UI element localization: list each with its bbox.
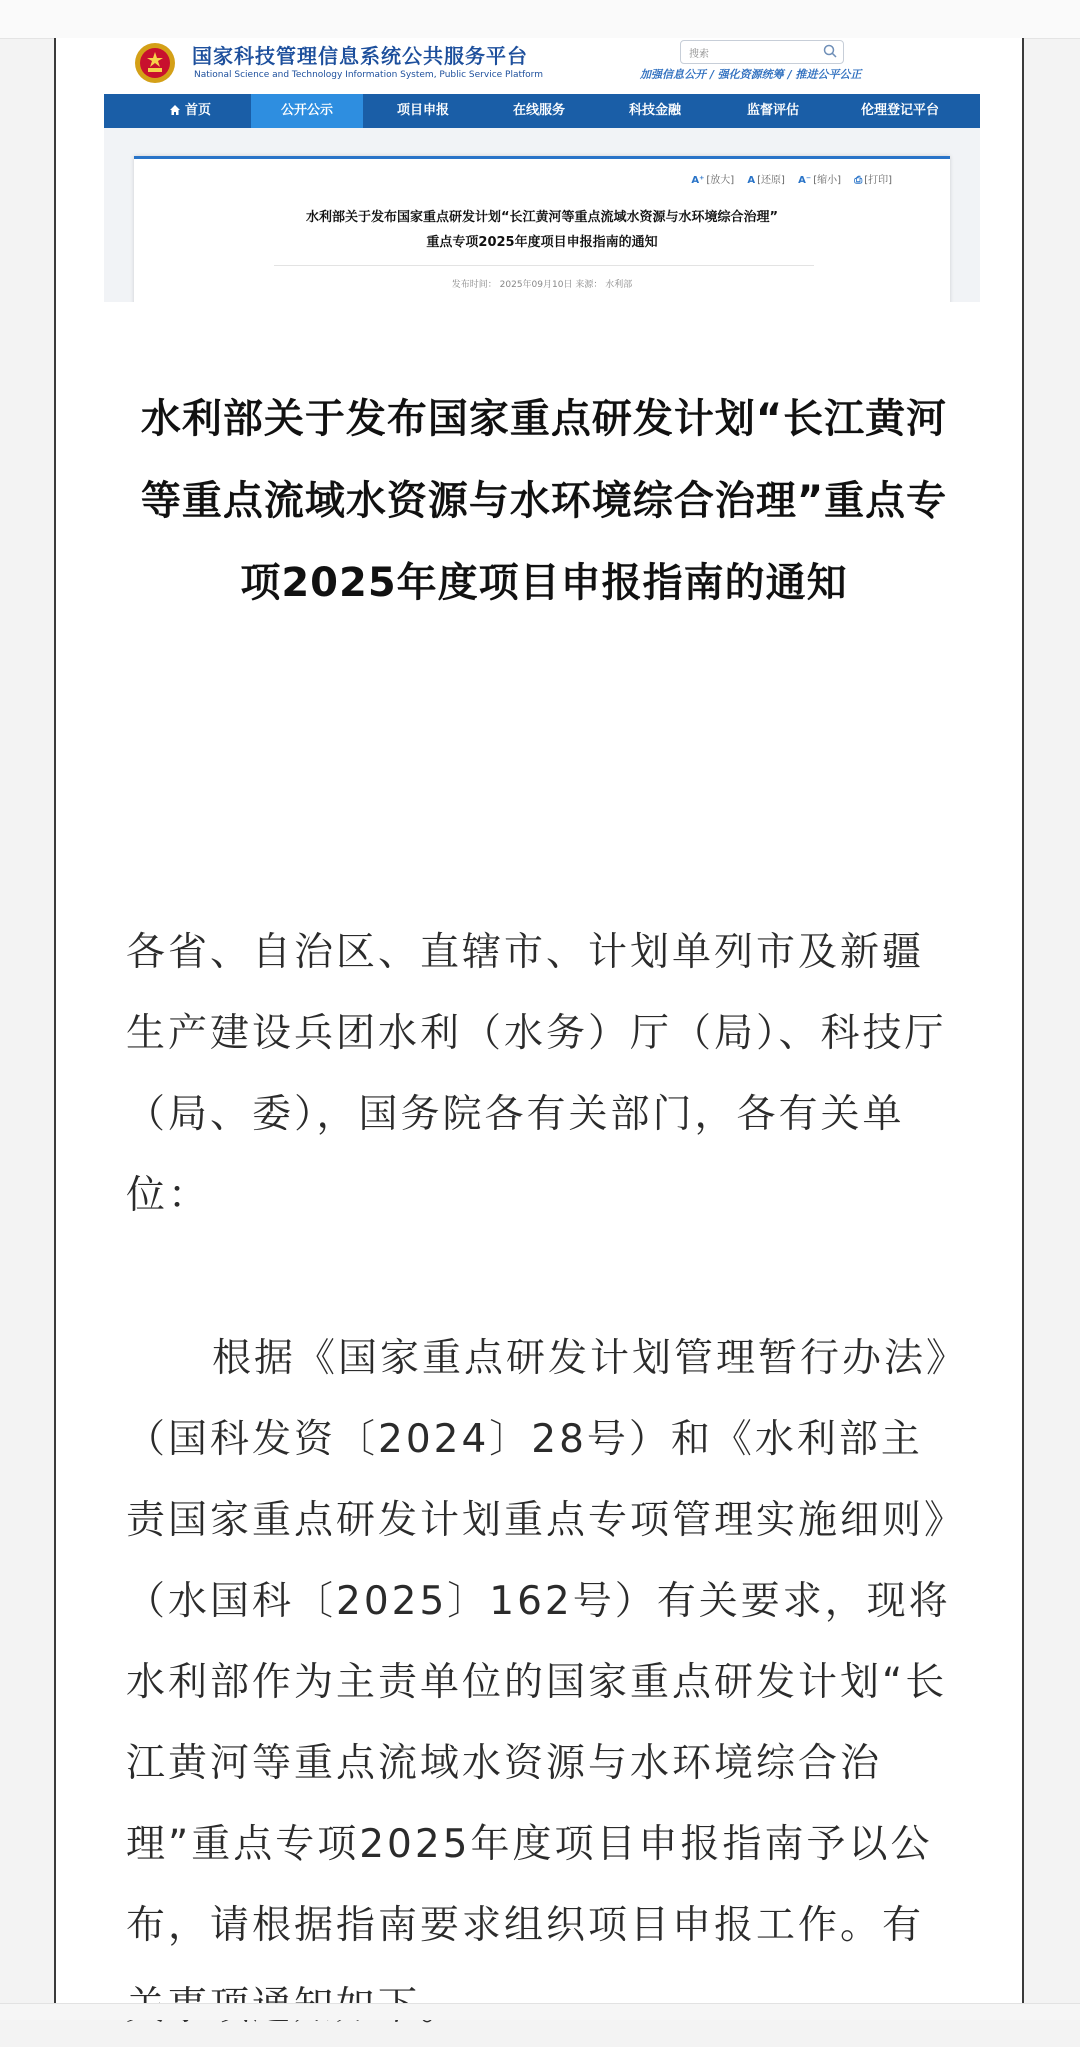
body-paragraph: 根据《国家重点研发计划管理暂行办法》（国科发资〔2024〕28号）和《水利部主责国家重点研发计划重点专项管理实施细则》（水国科〔2025〕162号）有关要求，现将水利部作为主责单位的国家重点研发计划“长江黄河等重点流域水资源与水环境综合治理”重点专项2025年度项目申报指南予以公布，请根据指南要求组织项目申报工作。有 — [126, 1336, 951, 1948]
site-article-title — [134, 205, 950, 255]
nav-supervision[interactable]: 监督评估 — [746, 103, 799, 118]
enlarge-tool[interactable]: A⁺ [放大] — [691, 175, 735, 186]
national-emblem-icon — [134, 40, 176, 86]
divider — [274, 265, 814, 266]
nav-tech-finance[interactable]: 科技金融 — [628, 103, 681, 118]
bottom-bar — [0, 2003, 1080, 2020]
search-placeholder: 搜索 — [689, 49, 709, 60]
font-shrink-icon: A⁻ — [798, 175, 812, 186]
salutation-paragraph: 各省、自治区、直辖市、计划单列市及新疆生产建设兵团水利（水务）厅（局）、科技厅（局、委），国务院各有关部门，各有关单位： — [126, 930, 947, 1218]
nav-project-application[interactable]: 项目申报 — [396, 103, 449, 118]
shrink-tool[interactable]: A⁻ [缩小] — [798, 175, 841, 186]
font-enlarge-icon: A⁺ — [691, 175, 705, 186]
nav-public-notice[interactable]: 公开公示 — [251, 94, 363, 128]
home-icon — [169, 104, 181, 116]
site-name: 国家科技管理信息系统公共服务平台 — [192, 44, 528, 68]
print-tool[interactable]: ⎙ [打印] — [854, 175, 892, 186]
site-header — [104, 38, 980, 94]
print-icon: ⎙ — [854, 175, 863, 186]
nav-ethics-registration[interactable]: 伦理登记平台 — [860, 103, 939, 118]
search-icon[interactable] — [823, 44, 837, 58]
site-name-en: National Science and Technology Information System, Public Service Platform — [194, 70, 543, 80]
nav-online-service[interactable]: 在线服务 — [512, 103, 565, 118]
top-bar — [0, 0, 1080, 39]
publish-meta: 发布时间： 2025年09月10日 来源： 水利部 — [451, 280, 633, 290]
site-article-card — [134, 156, 950, 302]
article-tools — [681, 171, 892, 186]
site-article-title-line-2: 重点专项2025年度项目申报指南的通知 — [426, 235, 658, 250]
site-search-box[interactable] — [680, 40, 844, 64]
document-page — [54, 38, 1024, 2019]
restore-tool[interactable]: A [还原] — [747, 175, 785, 186]
article-title: 水利部关于发布国家重点研发计划“长江黄河等重点流域水资源与水环境综合治理”重点专项2025年度项目申报指南的通知 — [140, 396, 948, 606]
site-slogan: 加强信息公开 / 强化资源统筹 / 推进公平公正 — [640, 68, 862, 81]
nav-home-label: 首页 — [184, 103, 211, 118]
nav-home[interactable] — [130, 94, 250, 128]
site-article-title-line-1: 水利部关于发布国家重点研发计划“长江黄河等重点流域水资源与水环境综合治理” — [305, 210, 779, 225]
site-nav — [104, 94, 980, 128]
font-restore-icon: A — [747, 175, 756, 186]
website-screenshot — [104, 38, 980, 302]
